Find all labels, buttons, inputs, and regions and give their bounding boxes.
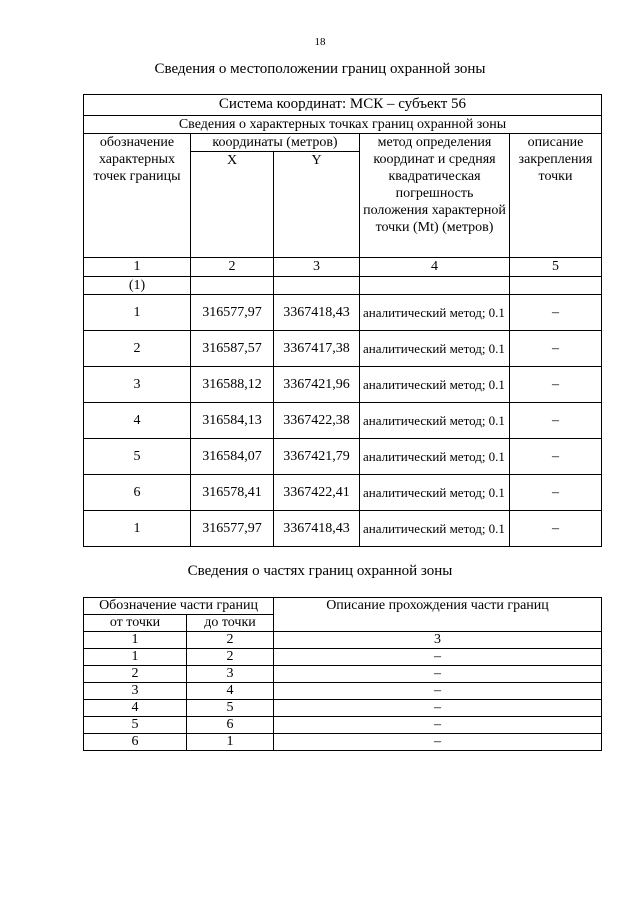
column-number: 5 xyxy=(510,258,602,277)
header-coordinates: координаты (метров) xyxy=(191,134,360,152)
coord-y: 3367418,43 xyxy=(274,511,360,547)
method: аналитический метод; 0.1 xyxy=(360,331,510,367)
from-point: 2 xyxy=(84,666,187,683)
to-point: 1 xyxy=(187,734,274,751)
method: аналитический метод; 0.1 xyxy=(360,403,510,439)
fixing-description: – xyxy=(510,367,602,403)
fixing-description: – xyxy=(510,475,602,511)
part-description: – xyxy=(274,666,602,683)
method: аналитический метод; 0.1 xyxy=(360,367,510,403)
to-point: 6 xyxy=(187,717,274,734)
coord-y: 3367421,79 xyxy=(274,439,360,475)
coord-x: 316577,97 xyxy=(191,511,274,547)
part-description: – xyxy=(274,734,602,751)
contour-number: (1) xyxy=(84,277,191,295)
column-number: 2 xyxy=(187,632,274,649)
fixing-description: – xyxy=(510,439,602,475)
section-title-parts: Сведения о частях границ охранной зоны xyxy=(187,563,453,579)
part-description: – xyxy=(274,649,602,666)
to-point: 4 xyxy=(187,683,274,700)
fixing-description: – xyxy=(510,295,602,331)
section-title-location: Сведения о местоположении границ охранной зоны xyxy=(154,61,486,77)
to-point: 2 xyxy=(187,649,274,666)
table-row xyxy=(84,403,602,439)
header-part-description: Описание прохождения части границ xyxy=(274,598,602,632)
coord-y: 3367422,41 xyxy=(274,475,360,511)
point-number: 2 xyxy=(84,331,191,367)
to-point: 5 xyxy=(187,700,274,717)
table-row xyxy=(84,666,602,683)
method: аналитический метод; 0.1 xyxy=(360,475,510,511)
header-x: X xyxy=(191,152,274,258)
fixing-description: – xyxy=(510,331,602,367)
fixing-description: – xyxy=(510,403,602,439)
coord-y: 3367418,43 xyxy=(274,295,360,331)
from-point: 4 xyxy=(84,700,187,717)
coord-x: 316584,13 xyxy=(191,403,274,439)
method: аналитический метод; 0.1 xyxy=(360,295,510,331)
from-point: 6 xyxy=(84,734,187,751)
point-number: 1 xyxy=(84,511,191,547)
point-number: 3 xyxy=(84,367,191,403)
part-description: – xyxy=(274,683,602,700)
point-number: 4 xyxy=(84,403,191,439)
point-number: 6 xyxy=(84,475,191,511)
coord-x: 316588,12 xyxy=(191,367,274,403)
column-number: 4 xyxy=(360,258,510,277)
header-part-designation: Обозначение части границ xyxy=(84,598,274,615)
column-number: 3 xyxy=(274,258,360,277)
table-row xyxy=(84,295,602,331)
coordinate-system: Система координат: МСК – субъект 56 xyxy=(84,95,602,116)
page-number: 18 xyxy=(314,36,326,48)
method: аналитический метод; 0.1 xyxy=(360,511,510,547)
boundary-parts-table xyxy=(83,597,602,751)
table-row xyxy=(84,367,602,403)
header-to-point: до точки xyxy=(187,615,274,632)
coord-x: 316587,57 xyxy=(191,331,274,367)
header-from-point: от точки xyxy=(84,615,187,632)
to-point: 3 xyxy=(187,666,274,683)
coord-y: 3367421,96 xyxy=(274,367,360,403)
table-row xyxy=(84,511,602,547)
point-number: 1 xyxy=(84,295,191,331)
column-number: 1 xyxy=(84,632,187,649)
column-number: 2 xyxy=(191,258,274,277)
header-y: Y xyxy=(274,152,360,258)
from-point: 1 xyxy=(84,649,187,666)
point-number: 5 xyxy=(84,439,191,475)
coord-x: 316577,97 xyxy=(191,295,274,331)
coord-y: 3367417,38 xyxy=(274,331,360,367)
coordinates-table xyxy=(83,94,602,547)
table-row xyxy=(84,649,602,666)
coord-x: 316584,07 xyxy=(191,439,274,475)
from-point: 5 xyxy=(84,717,187,734)
coordinate-section-heading: Сведения о характерных точках границ охранной зоны xyxy=(84,116,602,134)
coord-y: 3367422,38 xyxy=(274,403,360,439)
column-number: 3 xyxy=(274,632,602,649)
part-description: – xyxy=(274,717,602,734)
fixing-description: – xyxy=(510,511,602,547)
coord-x: 316578,41 xyxy=(191,475,274,511)
table-row xyxy=(84,734,602,751)
part-description: – xyxy=(274,700,602,717)
table-row xyxy=(84,475,602,511)
column-number: 1 xyxy=(84,258,191,277)
table-row xyxy=(84,683,602,700)
table-row xyxy=(84,439,602,475)
table-row xyxy=(84,331,602,367)
header-point-designation: обозначение характерных точек границы xyxy=(84,134,191,258)
method: аналитический метод; 0.1 xyxy=(360,439,510,475)
table-row xyxy=(84,717,602,734)
from-point: 3 xyxy=(84,683,187,700)
header-fixing-description: описание закрепления точки xyxy=(510,134,602,258)
header-method: метод определения координат и средняя квадратическая погрешность положения характерной точки (Mt) (метров) xyxy=(360,134,510,258)
table-row xyxy=(84,700,602,717)
